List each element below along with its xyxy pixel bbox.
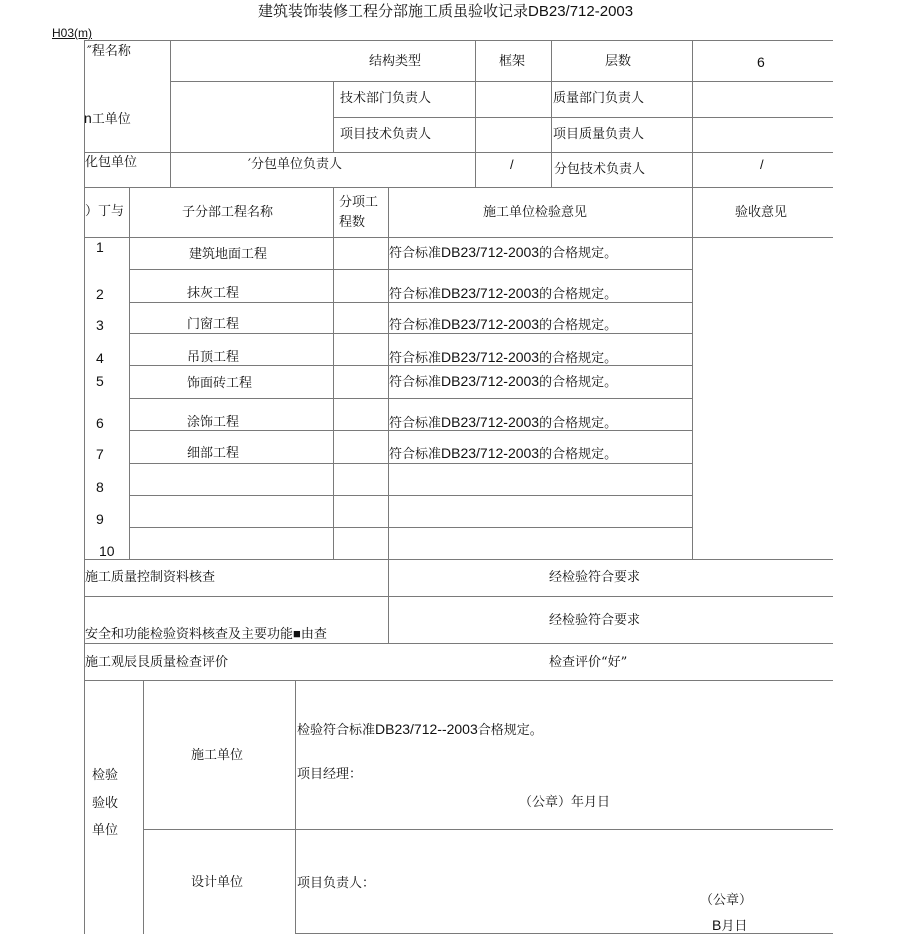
opinion-code: DB23/712-2003 [441, 414, 540, 430]
row-number: 2 [96, 286, 104, 302]
tech-dept-head-label: 技术部门负责人 [340, 91, 432, 106]
construction-unit-label-prefix: n [84, 110, 92, 126]
project-quality-head-label: 项目质量负责人 [553, 127, 645, 142]
row-opinion [389, 285, 617, 303]
subcontract-head-label: ′分包单位负责人 [248, 157, 342, 172]
row-name: 吊顶工程 [187, 350, 240, 365]
project-head-label: 项目负责人： [297, 876, 376, 891]
statement-post: 合格规定。 [477, 723, 543, 738]
opinion-pre: 符合标准 [389, 447, 442, 462]
row-name: 细部工程 [187, 446, 240, 461]
row-opinion [389, 244, 617, 262]
safety-label-text: 安全和功能检验资料核查及主要功能 [85, 627, 294, 642]
row-number: 5 [96, 373, 104, 389]
row-number: 10 [99, 543, 115, 559]
safety-label-mark: ■ [293, 626, 301, 641]
appearance-label: 施工观辰艮质量检查评价 [85, 655, 229, 670]
row-number: 3 [96, 317, 104, 333]
project-name-label: ″程名称 [87, 44, 131, 59]
col-no-header: ）丁与 [85, 204, 125, 219]
row-name: 门窗工程 [187, 317, 240, 332]
opinion-code: DB23/712-2003 [441, 285, 540, 301]
row-number: 4 [96, 350, 104, 366]
row-number: 7 [96, 446, 104, 462]
opinion-pre: 符合标准 [389, 375, 442, 390]
opinion-post: 的合格规定。 [539, 447, 618, 462]
subcontract-unit-label: 化包单位 [85, 155, 138, 170]
title-text: 建筑装饰装修工程分部施工质虽验收记录 [258, 2, 529, 20]
opinion-post: 的合格规定。 [539, 318, 618, 333]
construction-statement [297, 721, 543, 739]
quality-control-label: 施工质量控制资料核查 [85, 570, 216, 585]
acceptance-group-label-2: 验收 [92, 796, 119, 811]
opinion-post: 的合格规定。 [539, 375, 618, 390]
row-number: 1 [96, 239, 104, 255]
safety-label-tail: 由查 [300, 627, 327, 642]
col-accept-header: 验收意见 [735, 205, 788, 220]
opinion-post: 的合格规定。 [539, 246, 618, 261]
opinion-code: DB23/712-2003 [441, 373, 540, 389]
project-tech-head-label: 项目技术负责人 [340, 127, 432, 142]
opinion-pre: 符合标准 [389, 416, 442, 431]
statement-code: DB23/712--2003 [375, 721, 478, 737]
row-opinion [389, 349, 617, 367]
row-number: 8 [96, 479, 104, 495]
opinion-code: DB23/712-2003 [441, 445, 540, 461]
opinion-pre: 符合标准 [389, 246, 442, 261]
acceptance-group-label-1: 检验 [92, 768, 119, 783]
opinion-post: 的合格规定。 [539, 416, 618, 431]
quality-dept-head-label: 质量部门负责人 [553, 91, 645, 106]
design-date-prefix: B [712, 917, 722, 933]
design-date-text: 月日 [721, 919, 748, 934]
design-unit-title: 设计单位 [191, 875, 244, 890]
opinion-pre: 符合标准 [389, 351, 442, 366]
floors-value: 6 [757, 54, 765, 70]
quality-control-value: 经检验符合要求 [549, 570, 641, 585]
acceptance-group-label-3: 单位 [92, 823, 119, 838]
row-number: 6 [96, 415, 104, 431]
project-manager-label: 项目经理： [297, 767, 363, 782]
construction-unit-title: 施工单位 [191, 748, 244, 763]
safety-value: 经检验符合要求 [549, 613, 641, 628]
opinion-code: DB23/712-2003 [441, 349, 540, 365]
document-title [258, 2, 633, 21]
row-opinion [389, 445, 617, 463]
row-name: 建筑地面工程 [189, 247, 268, 262]
row-name: 抹灰工程 [187, 286, 240, 301]
design-seal: （公章） [700, 893, 753, 908]
opinion-code: DB23/712-2003 [441, 316, 540, 332]
construction-unit-label-text: 工单位 [91, 112, 131, 127]
opinion-post: 的合格规定。 [539, 351, 618, 366]
construction-unit-label [84, 110, 131, 128]
row-name: 涂饰工程 [187, 415, 240, 430]
col-name-header: 子分部工程名称 [182, 205, 274, 220]
floors-label: 层数 [605, 54, 632, 69]
form-code: H03(m) [52, 26, 93, 40]
col-opinion-header: 施工单位检验意见 [483, 205, 588, 220]
title-code: DB23/712-2003 [528, 3, 634, 20]
construction-seal-date: （公章）年月日 [519, 795, 611, 810]
subcontract-head-value: / [510, 157, 514, 172]
col-count-header: 分项工 程数 [339, 195, 379, 230]
row-opinion [389, 414, 617, 432]
row-opinion [389, 316, 617, 334]
appearance-value: 检查评价“好” [549, 655, 628, 670]
subcontract-tech-head-label: 分包技术负责人 [554, 162, 646, 177]
opinion-code: DB23/712-2003 [441, 244, 540, 260]
statement-pre: 检验符合标准 [297, 723, 376, 738]
opinion-post: 的合格规定。 [539, 287, 618, 302]
row-opinion [389, 373, 617, 391]
row-number: 9 [96, 511, 104, 527]
safety-label [85, 626, 327, 643]
opinion-pre: 符合标准 [389, 318, 442, 333]
row-name: 饰面砖工程 [187, 376, 253, 391]
structure-type-value: 框架 [499, 54, 526, 69]
opinion-pre: 符合标准 [389, 287, 442, 302]
design-date [712, 917, 747, 935]
subcontract-tech-head-value: / [760, 157, 764, 172]
structure-type-label: 结构类型 [369, 54, 422, 69]
